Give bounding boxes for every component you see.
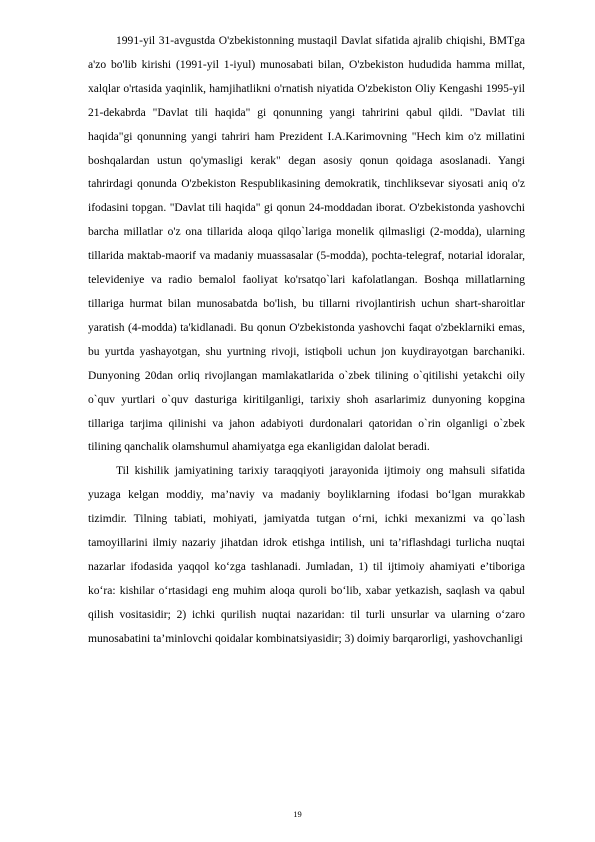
body-text bbox=[88, 30, 525, 652]
paragraph-language-definition: Til kishilik jamiyatining tarixiy taraqqiyoti jarayonida ijtimoiy ong mahsuli sifatida yuzaga kelgan moddiy, ma’naviy va madaniy boyliklarning ifodasi bo‘lgan murakkab tizimdir. Tilning tabiati, mohiyati, jamiyatda tutgan o‘rni, ichki mexanizmi va qo`lash tamoyillarini ilmiy nazariy jihatdan idrok etishga intilish, uni ta’riflashdagi turlicha nuqtai nazarlar ifodasida yaqqol ko‘zga tashlanadi. Jumladan, 1) til ijtimoiy ahamiyati e’tiboriga ko‘ra: kishilar o‘rtasidagi eng muhim aloqa quroli bo‘lib, xabar yetkazish, saqlash va qabul qilish vositasidir; 2) ichki qurilish nuqtai nazaridan: til turli unsurlar va ularning o‘zaro munosabatini ta’minlovchi qoidalar kombinatsiyasidir; 3) doimiy barqarorligi, yashovchanligi bbox=[88, 465, 525, 645]
paragraph-state-language-law: 1991-yil 31-avgustda O'zbekistonning mustaqil Davlat sifatida ajralib chiqishi, BMTga a'zo bo'lib kirishi (1991-yil 1-iyul) munosabati bilan, O'zbekiston hududida hamma millat, xalqlar o'rtasida yaqinlik, hamjihatlikni o'rnatish niyatida O'zbekiston Oliy Kengashi 1995-yil 21-dekabrda "Davlat tili haqida" gi qonunning yangi tahririni qabul qildi. "Davlat tili haqida"gi qonunning yangi tahriri ham Prezident I.A.Karimovning "Hech kim o'z millatini boshqalardan ustun qo'ymasligi kerak" degan asosiy qonun qoidaga asoslanadi. Yangi tahrirdagi qonunda O'zbekiston Respublikasining demokratik, tinchliksevar siyosati aniq o'z ifodasini topgan. "Davlat tili haqida" gi qonun 24-moddadan iborat. O'zbekistonda yashovchi barcha millatlar o'z ona tillarida aloqa qilqo`lariga monelik qilmasligi (2-modda), ularning tillarida maktab-maorif va madaniy muassasalar (5-modda), pochta-telegraf, notarial idoralar, televideniye va radio bemalol faoliyat ko'rsatqo`lari kafolatlangan. Boshqa millatlarning tillariga hurmat bilan munosabatda bo'lish, bu tillarni rivojlantirish uchun shart-sharoitlar yaratish (4-modda) ta'kidlanadi. Bu qonun O'zbekistonda yashovchi faqat o'zbeklarniki emas, bu yurtda yashayotgan, shu yurtning rivoji, istiqboli uchun jon kuydirayotgan barchaniki. Dunyoning 20dan orliq rivojlangan mamlakatlarida o`zbek tilining o`qitilishi yetakchi oily o`quv yurtlari o`quv dasturiga kiritilganligi, tarixiy shoh asarlarimiz dunyoning kopgina tillariga tarjima qilinishi va jahon adabiyoti durdonalari qatoridan o`rin olganligi o`zbek tilining qanchalik olamshumul ahamiyatga ega ekanligidan dalolat beradi. bbox=[88, 35, 525, 454]
page-number: 19 bbox=[293, 809, 302, 819]
